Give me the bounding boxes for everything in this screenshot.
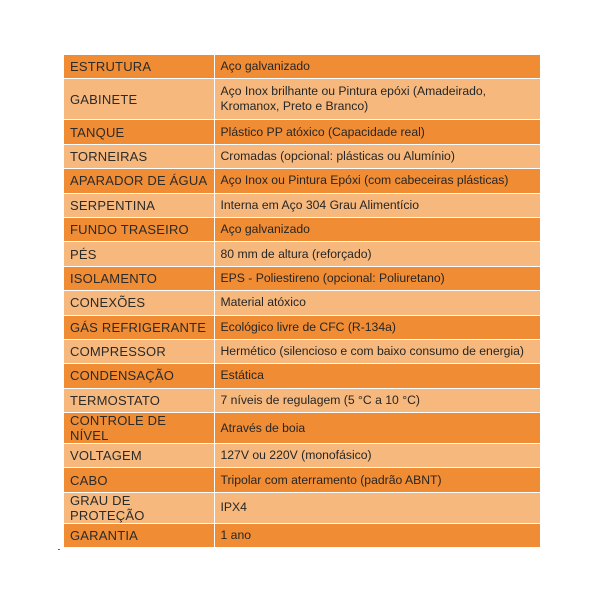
spec-value [214,79,540,120]
spec-label: CONTROLE DE NÍVEL [64,413,214,444]
spec-value: Hermético (silencioso e com baixo consumo de energia) [214,339,540,363]
spec-value: Plástico PP atóxico (Capacidade real) [214,120,540,144]
spec-label: GRAU DE PROTEÇÃO [64,492,214,523]
spec-row-controle-de-nivel [64,413,540,444]
spec-value: Material atóxico [214,291,540,315]
spec-label: SERPENTINA [64,193,214,217]
specifications-table [64,55,540,548]
spec-label: PÉS [64,242,214,266]
spec-value: Aço galvanizado [214,217,540,241]
spec-label: VOLTAGEM [64,444,214,468]
spec-value: Tripolar com aterramento (padrão ABNT) [214,468,540,492]
spec-value-line: Aço Inox brilhante ou Pintura epóxi (Amadeirado, [220,84,487,99]
spec-row-cabo [64,468,540,492]
spec-label: TORNEIRAS [64,144,214,168]
spec-row-condensacao [64,364,540,388]
spec-row-termostato [64,388,540,412]
spec-row-fundo-traseiro [64,217,540,241]
stray-mark [58,549,60,550]
spec-label: GABINETE [64,79,214,120]
spec-label: CONDENSAÇÃO [64,364,214,388]
spec-label: GÁS REFRIGERANTE [64,315,214,339]
spec-row-isolamento [64,266,540,290]
spec-label: APARADOR DE ÁGUA [64,169,214,193]
spec-label: COMPRESSOR [64,339,214,363]
spec-row-torneiras [64,144,540,168]
spec-row-gas-refrigerante [64,315,540,339]
spec-label: CONEXÕES [64,291,214,315]
spec-value: 1 ano [214,523,540,547]
spec-row-gabinete [64,79,540,120]
spec-value-line: Kromanox, Preto e Branco) [220,99,369,114]
spec-label: GARANTIA [64,523,214,547]
spec-value: Aço galvanizado [214,55,540,79]
spec-value: 7 níveis de regulagem (5 °C a 10 °C) [214,388,540,412]
spec-label: TANQUE [64,120,214,144]
spec-label: ISOLAMENTO [64,266,214,290]
spec-label: CABO [64,468,214,492]
spec-value: IPX4 [214,492,540,523]
spec-value: Interna em Aço 304 Grau Alimentício [214,193,540,217]
spec-value: Cromadas (opcional: plásticas ou Alumínio) [214,144,540,168]
spec-value: EPS - Poliestireno (opcional: Poliuretano) [214,266,540,290]
spec-row-grau-de-protecao [64,492,540,523]
spec-row-compressor [64,339,540,363]
spec-value: Ecológico livre de CFC (R-134a) [214,315,540,339]
spec-row-conexoes [64,291,540,315]
spec-row-aparador-de-agua [64,169,540,193]
spec-value: 80 mm de altura (reforçado) [214,242,540,266]
spec-value: Aço Inox ou Pintura Epóxi (com cabeceiras plásticas) [214,169,540,193]
spec-row-serpentina [64,193,540,217]
spec-label: TERMOSTATO [64,388,214,412]
spec-row-pes [64,242,540,266]
spec-label: ESTRUTURA [64,55,214,79]
spec-value: Através de boia [214,413,540,444]
spec-label: FUNDO TRASEIRO [64,217,214,241]
spec-row-garantia [64,523,540,547]
spec-row-estrutura [64,55,540,79]
spec-value: 127V ou 220V (monofásico) [214,444,540,468]
spec-value: Estática [214,364,540,388]
spec-row-voltagem [64,444,540,468]
spec-row-tanque [64,120,540,144]
